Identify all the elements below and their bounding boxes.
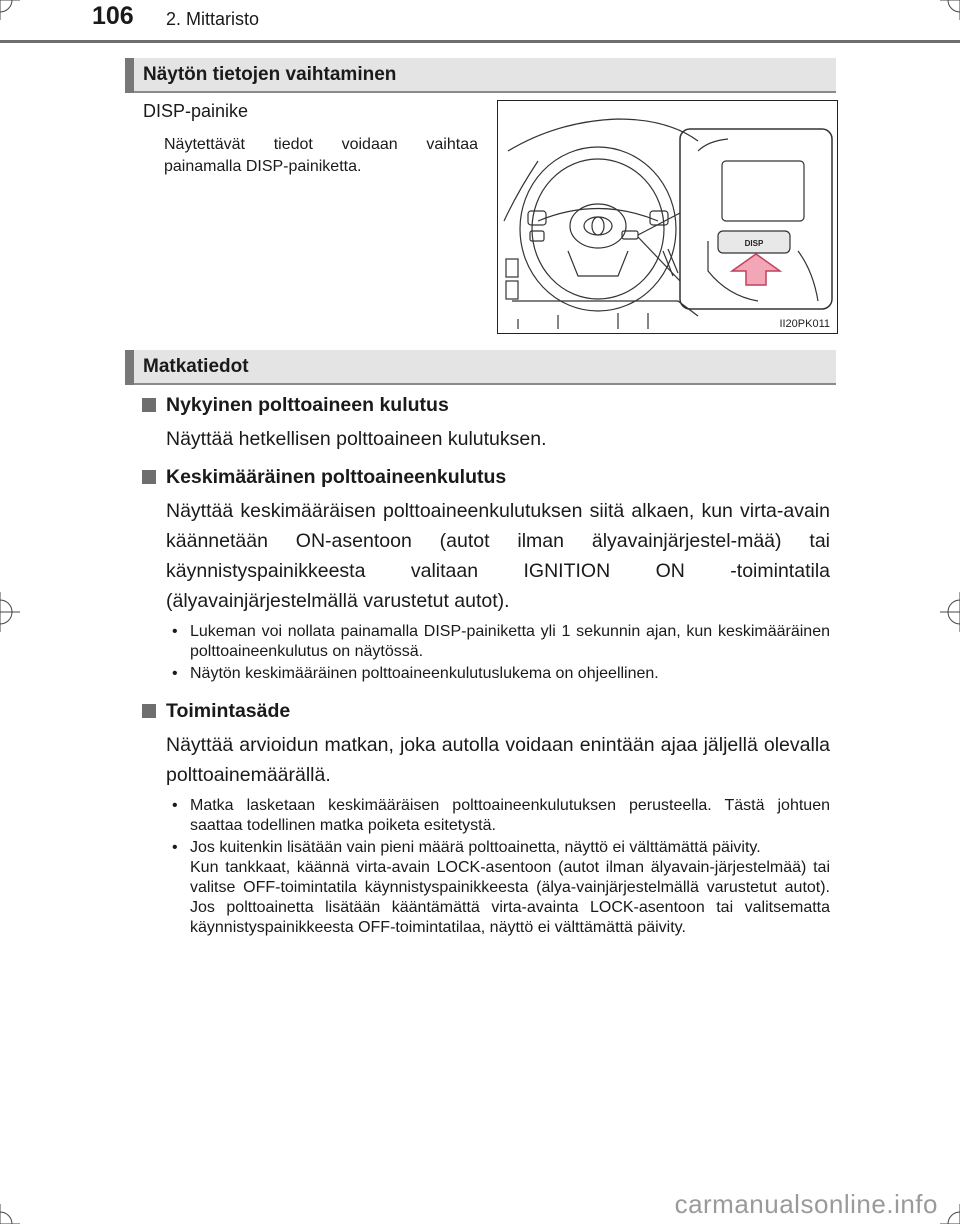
- subheading-range: [142, 696, 830, 726]
- bullet-list: [142, 622, 830, 684]
- list-item: • Lukeman voi nollata painamalla DISP-painiketta yli 1 sekunnin ajan, kun keskimääräinen polttoaineenkulutus on näytössä.: [172, 623, 830, 660]
- arrow-up-icon: [732, 254, 780, 285]
- steering-wheel-illustration: [498, 101, 837, 333]
- paragraph: Näyttää hetkellisen polttoaineen kulutuksen.: [166, 428, 547, 450]
- square-bullet-icon: [142, 398, 156, 412]
- list-item: • Matka lasketaan keskimääräisen polttoaineenkulutuksen perusteella. Tästä johtuen saattaa todellinen matka poiketa esitetystä.: [172, 797, 830, 834]
- list-item-text: Matka lasketaan keskimääräisen polttoaineenkulutuksen perusteella. Tästä johtuen saattaa todellinen matka poiketa esitetystä.: [190, 797, 830, 834]
- disp-button-text: DISP: [744, 239, 764, 248]
- subheading-text: Keskimääräinen polttoaineenkulutus: [166, 466, 507, 488]
- disp-button-label: DISP-painike: [143, 101, 249, 121]
- section-accent: [125, 58, 134, 93]
- subheading-text: Toimintasäde: [166, 700, 291, 722]
- figure-code: II20PK011: [779, 318, 830, 330]
- subheading-average-consumption: [142, 462, 830, 492]
- section-accent: [125, 350, 134, 385]
- list-item-text: Lukeman voi nollata painamalla DISP-painiketta yli 1 sekunnin ajan, kun keskimääräinen polttoaineenkulutus on näytössä.: [190, 623, 830, 660]
- steering-wheel-figure: [497, 100, 838, 334]
- paragraph: Näyttää keskimääräisen polttoaineenkulutuksen siitä alkaen, kun virta-avain käännetään ON-asentoon (autot ilman älyavainjärjestel-mää) tai käynnistyspainikkeesta valitaan IGNITION ON -toimintatila (älyavainjärjestelmällä varustetut autot).: [166, 500, 830, 612]
- square-bullet-icon: [142, 470, 156, 484]
- section-title: Näytön tietojen vaihtaminen: [143, 64, 397, 85]
- list-item-text: Näytön keskimääräinen polttoaineenkulutuslukema on ohjeellinen.: [190, 665, 659, 682]
- disp-button-description: Näytettävät tiedot voidaan vaihtaa painamalla DISP-painiketta.: [164, 136, 478, 175]
- section-header-display-info: [125, 58, 836, 93]
- section-title: Matkatiedot: [143, 356, 249, 377]
- subheading-current-consumption: [142, 390, 830, 420]
- page-number: 106: [92, 2, 134, 30]
- trip-info-content: [142, 390, 830, 940]
- header-rule: [0, 40, 960, 43]
- bullet-list: [142, 796, 830, 938]
- subheading-text: Nykyinen polttoaineen kulutus: [166, 394, 449, 416]
- list-item-note: Kun tankkaat, käännä virta-avain LOCK-asentoon (autot ilman älyavain-järjestelmää) tai valitse OFF-toimintatila käynnistyspainikkeesta (älya-vainjärjestelmällä varustetut autot). Jos polttoainetta lisätään kääntämättä virta-avainta LOCK-asentoon tai valitsematta käynnistyspainikkeesta OFF-toimintatilaa, näyttö ei välttämättä päivity.: [190, 859, 830, 936]
- list-item: • Näytön keskimääräinen polttoaineenkulutuslukema on ohjeellinen.: [172, 665, 659, 682]
- watermark: carmanualsonline.info: [674, 1189, 938, 1219]
- paragraph: Näyttää arvioidun matkan, joka autolla voidaan enintään ajaa jäljellä olevalla polttoainemäärällä.: [166, 734, 830, 786]
- square-bullet-icon: [142, 704, 156, 718]
- list-item: • Jos kuitenkin lisätään vain pieni määrä polttoainetta, näyttö ei välttämättä päivity. Kun tankkaat, käännä virta-avain LOCK-asentoon (autot ilman älyavain-järjestelmää) tai valitse OFF-toimintatila käynnistyspainikkeesta (älya-vainjärjestelmällä varustetut autot). Jos polttoainetta lisätään kääntämättä virta-avainta LOCK-asentoon tai valitsematta käynnistyspainikkeesta OFF-toimintatilaa, näyttö ei välttämättä päivity.: [172, 839, 830, 936]
- section-header-trip-info: [125, 350, 836, 385]
- chapter-title: 2. Mittaristo: [166, 9, 260, 29]
- list-item-text: Jos kuitenkin lisätään vain pieni määrä polttoainetta, näyttö ei välttämättä päivity.: [190, 839, 761, 856]
